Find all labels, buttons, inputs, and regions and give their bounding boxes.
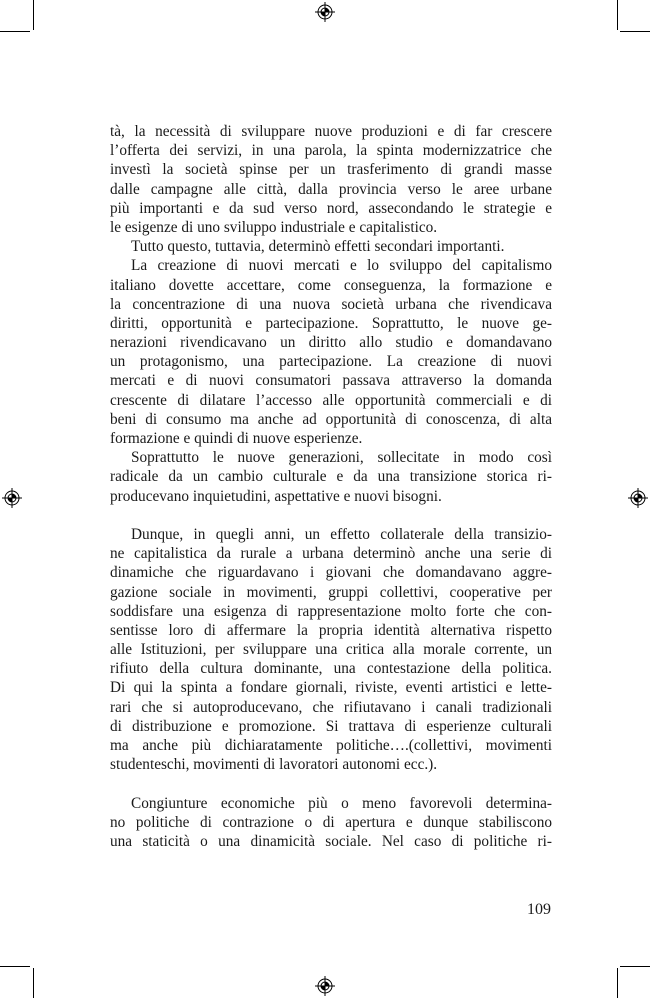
registration-mark-top-icon [315, 2, 335, 22]
text-line: di distribuzione e promozione. Si trattava di esperienze culturali [110, 717, 552, 735]
text-line: la concentrazione di una nuova società urbana che rivendicava [110, 295, 552, 313]
crop-mark-top-right-horizontal [620, 31, 650, 32]
text-line: crescente di dilatare l’accesso alle opportunità commerciali e di [110, 391, 552, 409]
paragraph [110, 794, 552, 852]
text-line: rifiuto della cultura dominante, una contestazione della politica. [110, 660, 552, 678]
text-line: Soprattutto le nuove generazioni, sollecitate in modo così [131, 449, 552, 467]
text-line: italiano dovette accettare, come conseguenza, la formazione e [110, 276, 552, 294]
paragraph [110, 448, 552, 506]
text-line: le esigenze di uno sviluppo industriale e capitalistico. [110, 218, 438, 236]
paragraph [110, 237, 552, 256]
paragraph [110, 525, 552, 774]
text-line: Congiunture economiche più o meno favorevoli determina- [131, 794, 552, 812]
crop-mark-bottom-right-horizontal [620, 966, 650, 967]
text-line: sentisse loro di affermare la propria identità alternativa rispetto [110, 621, 552, 639]
paragraph [110, 122, 552, 237]
text-line: una staticità o una dinamicità sociale. Nel caso di politiche ri- [110, 832, 552, 850]
text-line: studenteschi, movimenti di lavoratori autonomi ecc.). [110, 756, 438, 774]
text-line: Di qui la spinta a fondare giornali, riviste, eventi artistici e lette- [110, 679, 552, 697]
text-line: investì la società spinse per un trasferimento di grandi masse [110, 161, 552, 179]
text-line: radicale da un cambio culturale e da una transizione storica ri- [110, 468, 552, 486]
crop-mark-bottom-left-vertical [33, 968, 34, 998]
text-line: Tutto questo, tuttavia, determinò effetti secondari importanti. [131, 238, 505, 256]
paragraph-gap [110, 774, 552, 793]
registration-mark-bottom-icon [315, 976, 335, 996]
text-line: alle Istituzioni, per sviluppare una critica alla morale corrente, un [110, 641, 552, 659]
text-line: ne capitalistica da rurale a urbana determinò anche una serie di [110, 545, 552, 563]
crop-mark-top-right-vertical [617, 0, 618, 30]
text-line: dalle campagne alle città, dalla provincia verso le aree urbane [110, 180, 552, 198]
text-line: Dunque, in quegli anni, un effetto collaterale della transizio- [131, 525, 552, 543]
text-line: mercati e di nuovi consumatori passava attraverso la domanda [110, 372, 552, 390]
text-line: beni di consumo ma anche ad opportunità di conoscenza, di alta [110, 410, 552, 428]
text-line: producevano inquietudini, aspettative e nuovi bisogni. [110, 487, 442, 505]
text-line: più importanti e da sud verso nord, assecondando le strategie e [110, 199, 552, 217]
text-line: gazione sociale in movimenti, gruppi collettivi, cooperative per [110, 583, 552, 601]
text-line: no politiche di contrazione o di apertura e dunque stabiliscono [110, 813, 552, 831]
text-line: tà, la necessità di sviluppare nuove produzioni e di far crescere [110, 123, 552, 140]
text-line: formazione e quindi di nuove esperienze. [110, 430, 363, 447]
crop-mark-top-left-vertical [33, 0, 34, 30]
paragraph [110, 256, 552, 448]
text-line: soddisfare una esigenza di rappresentazione molto forte che con- [110, 602, 552, 620]
text-line: diritti, opportunità e partecipazione. Soprattutto, le nuove ge- [110, 314, 552, 332]
crop-mark-bottom-left-horizontal [0, 966, 30, 967]
registration-mark-right-icon [628, 488, 648, 508]
registration-mark-left-icon [2, 488, 22, 508]
text-line: nerazioni rivendicavano un diritto allo studio e domandavano [110, 334, 552, 352]
paragraph-gap [110, 506, 552, 525]
crop-mark-top-left-horizontal [0, 31, 30, 32]
text-line: l’offerta dei servizi, in una parola, la spinta modernizzatrice che [110, 142, 552, 160]
crop-mark-bottom-right-vertical [617, 968, 618, 998]
text-line: La creazione di nuovi mercati e lo sviluppo del capitalismo [131, 257, 552, 275]
text-line: dinamiche che riguardavano i giovani che domandavano aggre- [110, 564, 552, 582]
text-line: ma anche più dichiaratamente politiche….(collettivi, movimenti [110, 737, 552, 754]
text-line: un protagonismo, una partecipazione. La creazione di nuovi [110, 353, 552, 371]
page-number: 109 [527, 901, 551, 918]
body-text [110, 122, 552, 851]
text-line: rari che si autoproducevano, che rifiutavano i canali tradizionali [110, 698, 552, 716]
